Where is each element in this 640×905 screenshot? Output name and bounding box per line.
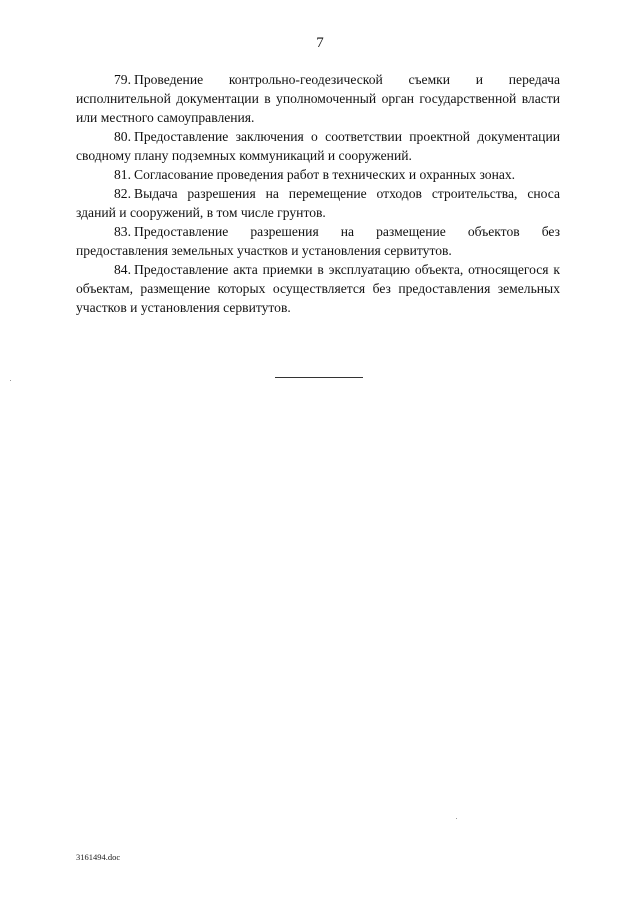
item-text: Предоставление акта приемки в эксплуатацию объекта, относящегося к объектам, размещение которых осуществляется без предоставления земельных участков и установления сервитутов.: [76, 262, 560, 315]
end-separator-line: [275, 377, 363, 378]
list-item-84: [76, 260, 560, 317]
list-item-80: [76, 127, 560, 165]
list-item-79: [76, 70, 560, 127]
item-text: Согласование проведения работ в технических и охранных зонах.: [134, 167, 516, 182]
list-item-81: [76, 165, 560, 184]
item-number: 84.: [114, 262, 131, 277]
item-number: 81.: [114, 167, 131, 182]
scan-speck: [456, 818, 457, 819]
document-body: [76, 70, 560, 317]
item-number: 82.: [114, 186, 131, 201]
list-item-83: [76, 222, 560, 260]
item-number: 80.: [114, 129, 131, 144]
item-text: Проведение контрольно-геодезической съемки и передача исполнительной документации в уполномоченный орган государственной власти или местного самоуправления.: [76, 72, 560, 125]
page-number: 7: [316, 35, 324, 51]
list-item-82: [76, 184, 560, 222]
item-text: Предоставление заключения о соответствии проектной документации сводному плану подземных коммуникаций и сооружений.: [76, 129, 560, 163]
item-number: 79.: [114, 72, 131, 87]
item-text: Предоставление разрешения на размещение объектов без предоставления земельных участков и установления сервитутов.: [76, 224, 560, 258]
scan-speck: [10, 380, 11, 381]
item-text: Выдача разрешения на перемещение отходов строительства, сноса зданий и сооружений, в том числе грунтов.: [76, 186, 560, 220]
footer-file-code: 3161494.doc: [76, 852, 121, 862]
item-number: 83.: [114, 224, 131, 239]
